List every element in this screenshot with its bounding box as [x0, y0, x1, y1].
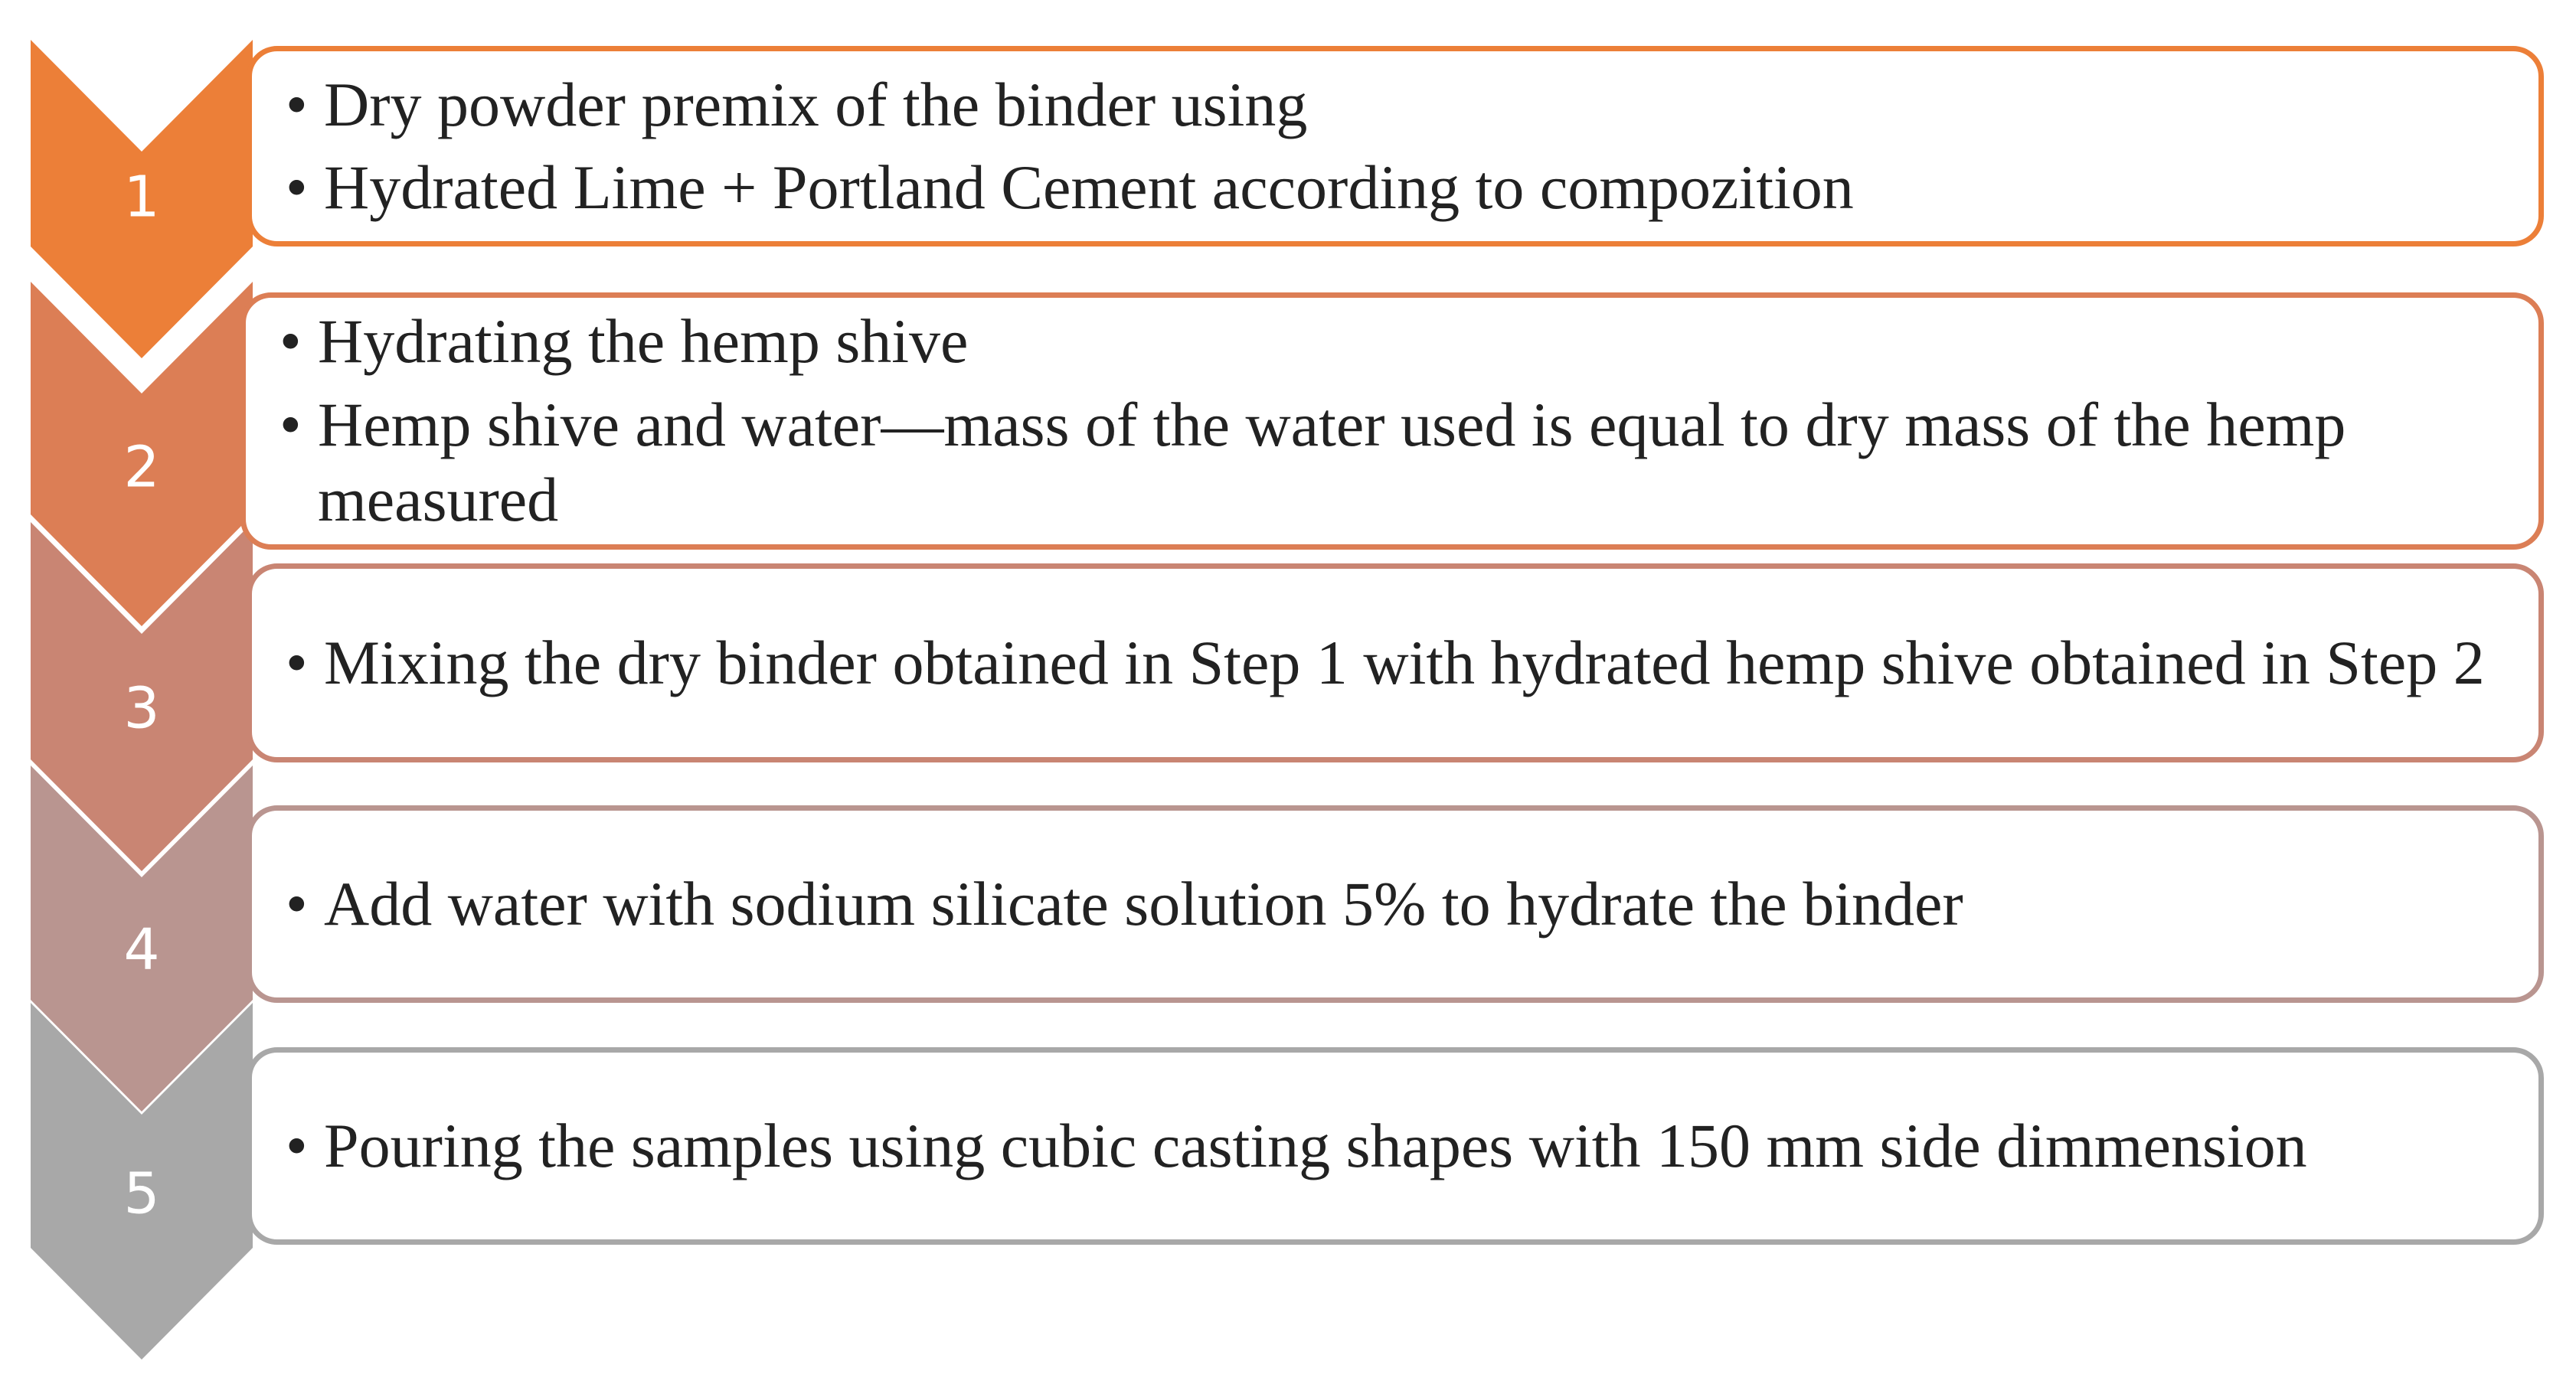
- step-3-bullet-text: Mixing the dry binder obtained in Step 1 with hydrated hemp shive obtained in Step 2: [324, 627, 2485, 697]
- bullet-dot-icon: •: [286, 627, 308, 697]
- step-1-bullet-item: [286, 150, 2508, 225]
- step-3-number: 3: [123, 675, 160, 742]
- step-5-bullet-item: [286, 1108, 2508, 1183]
- step-4-number: 4: [123, 916, 160, 983]
- step-2-box: [240, 292, 2544, 550]
- bullet-dot-icon: •: [286, 69, 308, 139]
- step-3-bullet-item: [286, 625, 2508, 700]
- bullet-dot-icon: •: [286, 868, 308, 939]
- step-3-box: [247, 563, 2544, 762]
- bullet-dot-icon: •: [280, 389, 302, 459]
- bullet-dot-icon: •: [286, 1110, 308, 1180]
- bullet-dot-icon: •: [280, 306, 302, 377]
- step-4-box: [247, 805, 2544, 1003]
- bullet-dot-icon: •: [286, 152, 308, 222]
- step-2-bullet-text: Hydrating the hemp shive: [318, 306, 969, 377]
- step-1-bullet-item: [286, 67, 2508, 142]
- step-5-bullet-text: Pouring the samples using cubic casting shapes with 150 mm side dimmension: [324, 1110, 2307, 1180]
- step-1-bullet-text: Hydrated Lime + Portland Cement according to compozition: [324, 152, 1854, 222]
- step-1-box: [247, 46, 2544, 246]
- step-4-bullet-text: Add water with sodium silicate solution 5% to hydrate the binder: [324, 868, 1963, 939]
- step-5-box: [247, 1047, 2544, 1245]
- step-5-number: 5: [123, 1161, 160, 1227]
- step-4-bullet-item: [286, 867, 2508, 942]
- step-1-bullet-text: Dry powder premix of the binder using: [324, 69, 1308, 139]
- step-1-number: 1: [123, 164, 160, 230]
- step-2-bullet-item: [280, 387, 2508, 538]
- step-2-bullet-item: [280, 304, 2508, 379]
- step-2-number: 2: [123, 434, 160, 501]
- step-2-bullet-text: Hemp shive and water—mass of the water used is equal to dry mass of the hemp measured: [318, 389, 2346, 535]
